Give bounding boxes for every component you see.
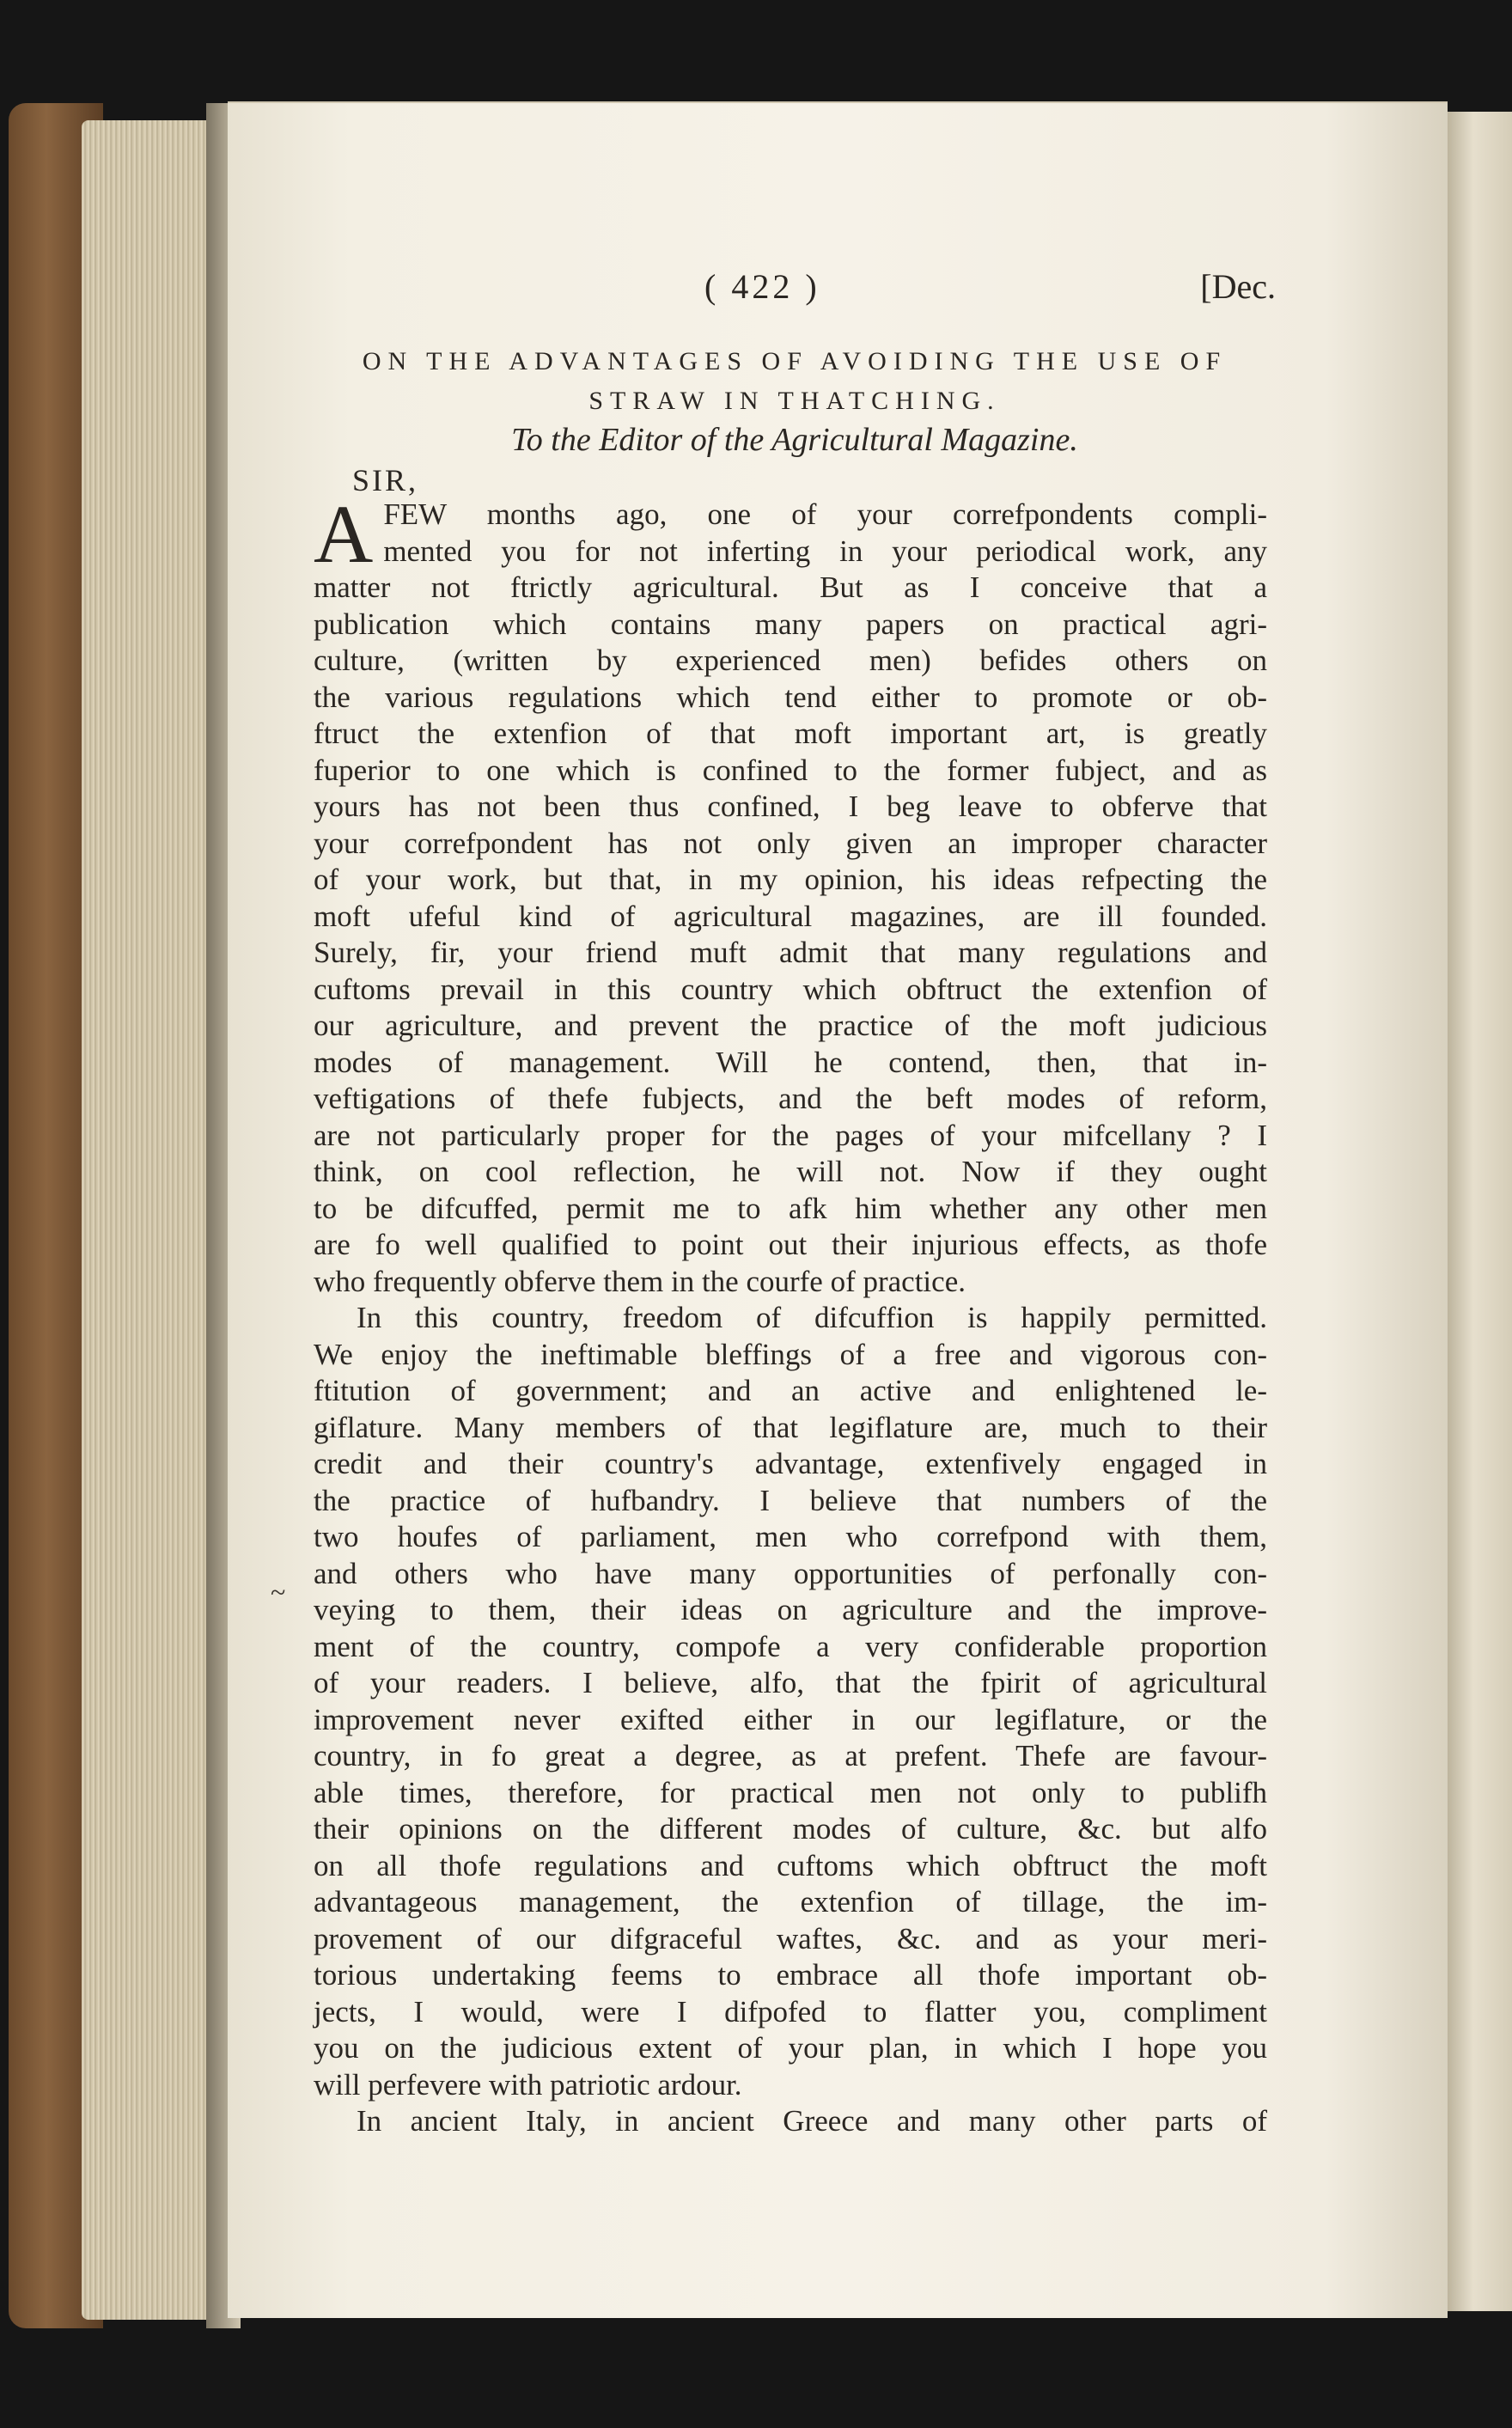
body-line: you on the judicious extent of your plan, in which I hope you — [314, 2031, 1267, 2065]
body-line: veftigations of thefe fubjects, and the beft modes of reform, — [314, 1082, 1267, 1115]
page-number: ( 422 ) — [704, 267, 820, 306]
body-line: their opinions on the different modes of culture, &c. but alfo — [314, 1812, 1267, 1845]
margin-mark: ~ — [271, 1577, 286, 1607]
body-line: to be difcuffed, permit me to afk him whether any other men — [314, 1191, 1267, 1225]
body-line: are fo well qualified to point out their injurious effects, as thofe — [314, 1228, 1267, 1261]
body-line: yours has not been thus confined, I beg leave to obferve that — [314, 790, 1267, 823]
body-line: able times, therefore, for practical men not only to publifh — [314, 1775, 1267, 1809]
body-line: improvement never exifted either in our legiflature, or the — [314, 1702, 1267, 1736]
body-line: think, on cool reflection, he will not. Now if they ought — [314, 1155, 1267, 1188]
body-line: of your work, but that, in my opinion, his ideas refpecting the — [314, 863, 1267, 896]
body-line: are not particularly proper for the pages of your mifcellany ? I — [314, 1118, 1267, 1152]
body-line: ftruct the extenfion of that moft important art, is greatly — [314, 717, 1267, 750]
article-title-line-1: ON THE ADVANTAGES OF AVOIDING THE USE OF — [362, 347, 1228, 375]
body-line: will perfevere with patriotic ardour. — [314, 2067, 742, 2102]
body-line: the various regulations which tend either to promote or ob- — [314, 680, 1267, 714]
body-line: the practice of hufbandry. I believe that numbers of the — [314, 1483, 1267, 1517]
body-line: culture, (written by experienced men) befides others on — [314, 644, 1267, 677]
salutation: SIR, — [352, 463, 419, 497]
body-line: and others who have many opportunities of perfonally con- — [314, 1556, 1267, 1590]
body-line: who frequently obferve them in the courfe of practice. — [314, 1264, 966, 1298]
body-line: your correfpondent has not only given an improper character — [314, 826, 1267, 860]
body-line: moft ufeful kind of agricultural magazines, are ill founded. — [314, 899, 1267, 933]
body-line: our agriculture, and prevent the practice of the moft judicious — [314, 1009, 1267, 1042]
article-body — [314, 488, 1267, 2140]
body-line: We enjoy the ineftimable bleffings of a free and vigorous con- — [314, 1337, 1267, 1371]
body-line: advantageous management, the extenfion of tillage, the im- — [314, 1885, 1267, 1919]
running-head: [Dec. — [1200, 267, 1276, 306]
body-line: In ancient Italy, in ancient Greece and many other parts of — [357, 2104, 1267, 2138]
body-line: Surely, fir, your friend muft admit that many regulations and — [314, 936, 1267, 969]
body-line: ment of the country, compofe a very confiderable proportion — [314, 1629, 1267, 1663]
page-header — [314, 266, 1276, 318]
body-line: FEW months ago, one of your correfpondents compli- — [383, 497, 1267, 531]
body-line: country, in fo great a degree, as at prefent. Thefe are favour- — [314, 1739, 1267, 1772]
body-line: two houfes of parliament, men who correfpond with them, — [314, 1520, 1267, 1553]
facing-page-edge — [1448, 112, 1512, 2311]
body-line: torious undertaking feems to embrace all thofe important ob- — [314, 1958, 1267, 1992]
body-line: publication which contains many papers on practical agri- — [314, 607, 1267, 641]
body-line: In this country, freedom of difcuffion is happily permitted. — [357, 1301, 1267, 1334]
body-line: on all thofe regulations and cuftoms which obftruct the moft — [314, 1848, 1267, 1882]
address-line: To the Editor of the Agricultural Magazine. — [511, 422, 1078, 458]
body-line: matter not ftrictly agricultural. But as I conceive that a — [314, 570, 1267, 604]
body-line: veying to them, their ideas on agriculture and the improve- — [314, 1593, 1267, 1626]
body-line: giflature. Many members of that legiflature are, much to their — [314, 1410, 1267, 1444]
body-line: mented you for not inferting in your periodical work, any — [383, 534, 1267, 568]
body-line: modes of management. Will he contend, then, that in- — [314, 1045, 1267, 1079]
drop-cap: A — [314, 488, 374, 580]
body-line: provement of our difgraceful waftes, &c. and as your meri- — [314, 1921, 1267, 1955]
body-line: fuperior to one which is confined to the former fubject, and as — [314, 753, 1267, 787]
body-line: ftitution of government; and an active and enlightened le- — [314, 1374, 1267, 1407]
article-title-line-2: STRAW IN THATCHING. — [588, 387, 1001, 415]
body-line: of your readers. I believe, alfo, that the fpirit of agricultural — [314, 1666, 1267, 1699]
body-line: credit and their country's advantage, extenfively engaged in — [314, 1447, 1267, 1480]
article-title — [314, 342, 1276, 421]
body-line: jects, I would, were I difpofed to flatter you, compliment — [314, 1994, 1267, 2028]
body-line: cuftoms prevail in this country which obftruct the extenfion of — [314, 972, 1267, 1006]
